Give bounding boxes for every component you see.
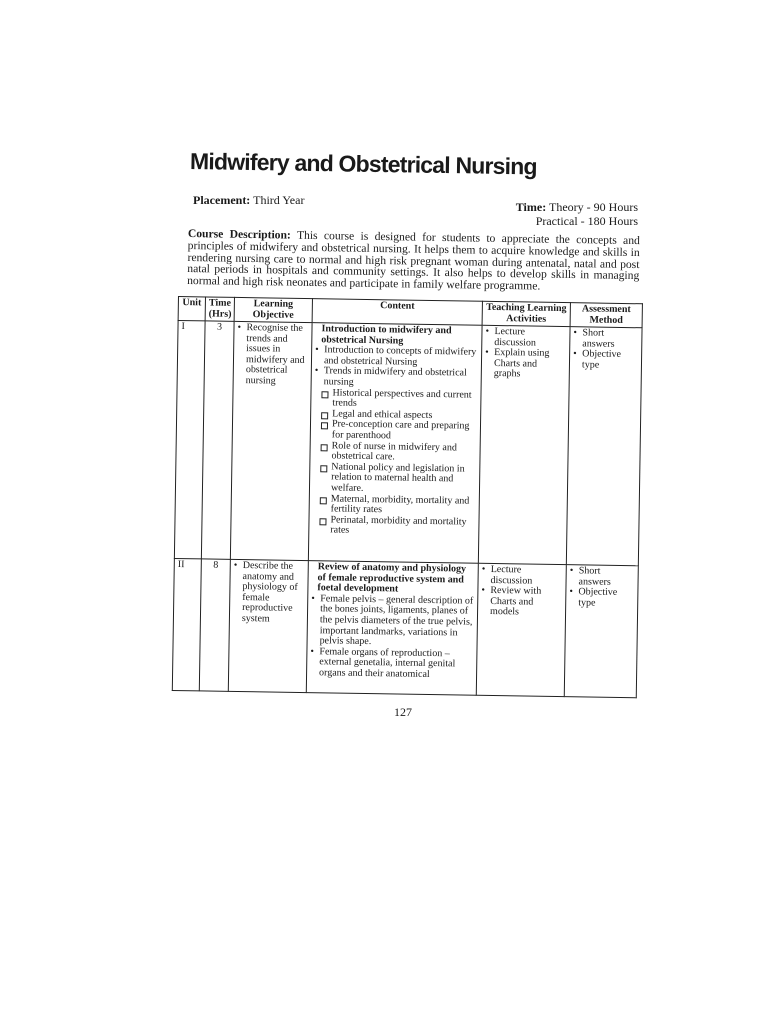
- content-subpoint: Perinatal, morbidity and mortality rates: [318, 515, 475, 539]
- content-subpoint: Role of nurse in midwifery and obstetrical care.: [319, 441, 476, 465]
- content-subpoint: Maternal, morbidity, mortality and fertility rates: [319, 494, 476, 518]
- activity-item: • Lecture discussion: [485, 327, 566, 349]
- time-theory: Theory - 90 Hours: [549, 200, 638, 214]
- content-subpoint: Pre-conception care and preparing for parenthood: [320, 420, 477, 444]
- activities-cell: [478, 325, 570, 564]
- assessment-item: • Objective type: [573, 349, 638, 371]
- table-row: [172, 558, 638, 697]
- assessment-cell: [564, 565, 638, 698]
- time-block: [516, 200, 638, 228]
- placement-line: [193, 193, 304, 208]
- assessment-item: • Objective type: [569, 587, 634, 609]
- activity-item: • Explain using Charts and graphs: [485, 348, 566, 381]
- content-cell: [308, 323, 482, 564]
- content-point: • Introduction to concepts of midwifery and obstetrical Nursing: [315, 345, 478, 369]
- content-subpoint: Legal and ethical aspects: [320, 409, 477, 422]
- objective-cell: [228, 559, 308, 692]
- activity-item: • Review with Charts and models: [481, 586, 562, 619]
- time-cell: 8: [199, 559, 230, 691]
- time-label: Time:: [515, 200, 547, 214]
- table-row: [174, 321, 642, 566]
- course-description-label: Course Description:: [187, 227, 291, 242]
- content-title: Introduction to midwifery and obstetrical Nursing: [321, 323, 452, 347]
- activities-cell: [476, 563, 566, 696]
- syllabus-table: [172, 296, 643, 698]
- unit-cell: II: [172, 558, 201, 690]
- header-unit: Unit: [178, 297, 205, 321]
- content-cell: [306, 561, 478, 696]
- content-point: • Trends in midwifery and obstetrical nursing: [315, 367, 478, 391]
- objective-item: • Recognise the trends and issues in midwifery and obstetrical nursing: [237, 323, 309, 388]
- page-number: 127: [394, 705, 412, 719]
- activity-item: • Lecture discussion: [481, 565, 562, 587]
- content-point: • Female pelvis – general description of the bones joints, ligaments, planes of the pelvis diameters of the true pelvis, important landmarks, variations in pelvis shape.: [311, 594, 475, 650]
- header-time: Time (Hrs): [205, 297, 234, 321]
- placement-label: Placement:: [193, 193, 251, 207]
- content-point: • Female organs of reproduction – external genetalia, internal genital organs and their anatomical: [310, 647, 473, 681]
- header-content: Content: [312, 299, 482, 326]
- content-subpoint: National policy and legislation in relation to maternal health and welfare.: [319, 462, 476, 496]
- unit-cell: I: [174, 321, 205, 559]
- header-objective: Learning Objective: [234, 297, 312, 322]
- page-title: Midwifery and Obstetrical Nursing: [189, 148, 537, 180]
- time-practical: Practical - 180 Hours: [535, 214, 638, 228]
- course-description: [187, 228, 640, 294]
- objective-cell: [230, 321, 312, 560]
- objective-item: • Describe the anatomy and physiology of female reproductive system: [233, 561, 305, 626]
- assessment-item: • Short answers: [569, 566, 634, 588]
- course-description-text: This course is designed for students to appreciate the concepts and principles of midwifery and obstetrical nursing. It helps them to acquire knowledge and skills in rendering nursing care to normal and high risk pregnant woman during antenatal, natal and post natal periods in hospitals and community settings. It also helps to develop skills in managing normal and high risk neonates and participate in family welfare programme.: [187, 228, 640, 293]
- assessment-cell: [566, 327, 642, 566]
- content-subpoint: Historical perspectives and current trends: [320, 388, 477, 412]
- time-cell: 3: [201, 321, 234, 559]
- time-theory-line: [516, 200, 638, 214]
- header-activities: Teaching Learning Activities: [482, 301, 570, 326]
- assessment-item: • Short answers: [573, 328, 638, 350]
- content-title: Review of anatomy and physiology of female reproductive system and foetal development: [317, 561, 467, 595]
- syllabus-table-wrapper: [172, 296, 642, 698]
- placement-value: Third Year: [253, 193, 305, 207]
- header-assessment: Assessment Method: [570, 303, 642, 328]
